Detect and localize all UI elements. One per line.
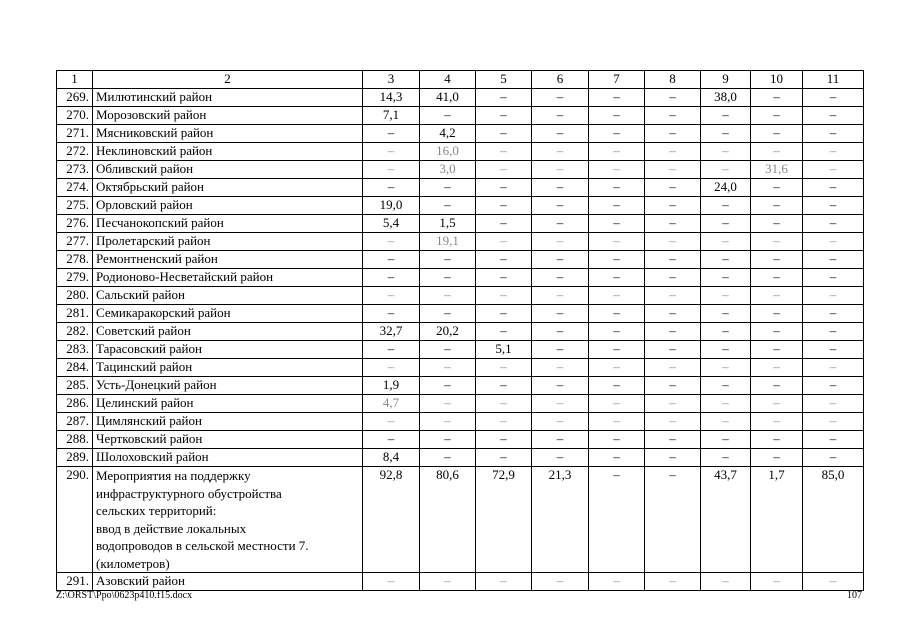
footer-file-path: Z:\ORST\Ppo\0623p410.f15.docx [56,590,193,601]
cell-value: – [476,161,532,179]
cell-value: – [589,161,645,179]
cell-value: – [589,449,645,467]
cell-value: – [803,251,864,269]
cell-value: 20,2 [420,323,476,341]
cell-value: 5,1 [476,341,532,359]
cell-value: – [363,269,420,287]
cell-value: – [363,431,420,449]
row-number: 270. [57,107,93,125]
cell-value: – [476,197,532,215]
cell-value: – [589,179,645,197]
cell-value: – [751,413,803,431]
table-row [57,395,864,413]
row-number: 276. [57,215,93,233]
cell-value: – [420,573,476,591]
cell-value: – [645,197,701,215]
cell-value: – [701,143,751,161]
column-header: 2 [93,71,363,89]
cell-value: – [803,573,864,591]
row-number: 271. [57,125,93,143]
cell-value: – [751,395,803,413]
table-row [57,89,864,107]
cell-value: – [532,413,589,431]
cell-value: – [645,107,701,125]
cell-value: – [751,431,803,449]
cell-value: 19,1 [420,233,476,251]
cell-value: – [645,143,701,161]
cell-value: – [803,179,864,197]
cell-value: – [803,107,864,125]
cell-value: – [803,395,864,413]
cell-value: – [363,413,420,431]
cell-value: – [589,377,645,395]
cell-value: – [476,287,532,305]
column-header: 4 [420,71,476,89]
cell-value: 43,7 [701,467,751,573]
cell-value: – [363,125,420,143]
cell-value: – [420,251,476,269]
cell-value: – [476,413,532,431]
cell-value: – [363,573,420,591]
row-number: 286. [57,395,93,413]
data-table [56,70,864,591]
table-row [57,413,864,431]
cell-value: – [532,89,589,107]
cell-value: – [420,377,476,395]
cell-value: – [589,305,645,323]
cell-value: 4,2 [420,125,476,143]
table-row [57,197,864,215]
cell-value: – [701,125,751,143]
cell-value: 8,4 [363,449,420,467]
row-number: 284. [57,359,93,377]
row-name: Мясниковский район [93,125,363,143]
row-number: 291. [57,573,93,591]
cell-value: – [645,413,701,431]
cell-value: – [701,161,751,179]
cell-value: – [532,233,589,251]
cell-value: – [363,251,420,269]
cell-value: – [532,197,589,215]
table-row [57,215,864,233]
cell-value: – [420,197,476,215]
cell-value: – [420,287,476,305]
cell-value: – [363,341,420,359]
cell-value: – [751,287,803,305]
cell-value: – [701,305,751,323]
cell-value: – [803,161,864,179]
row-name: Целинский район [93,395,363,413]
row-number: 287. [57,413,93,431]
cell-value: – [701,573,751,591]
cell-value: – [701,197,751,215]
row-name: Цимлянский район [93,413,363,431]
cell-value: – [589,323,645,341]
row-number: 277. [57,233,93,251]
cell-value: – [476,395,532,413]
cell-value: – [803,359,864,377]
cell-value: 19,0 [363,197,420,215]
cell-value: – [701,341,751,359]
cell-value: – [532,143,589,161]
cell-value: – [532,269,589,287]
cell-value: – [363,161,420,179]
cell-value: – [645,269,701,287]
cell-value: 3,0 [420,161,476,179]
cell-value: – [420,359,476,377]
cell-value: – [803,89,864,107]
table-row [57,251,864,269]
table-row [57,431,864,449]
column-header: 7 [589,71,645,89]
cell-value: – [645,233,701,251]
cell-value: – [589,143,645,161]
cell-value: – [645,377,701,395]
cell-value: – [363,359,420,377]
cell-value: – [476,449,532,467]
table-row [57,161,864,179]
cell-value: 32,7 [363,323,420,341]
cell-value: – [701,107,751,125]
row-number: 272. [57,143,93,161]
cell-value: – [363,179,420,197]
row-number: 273. [57,161,93,179]
row-number: 283. [57,341,93,359]
cell-value: – [645,395,701,413]
cell-value: – [476,125,532,143]
cell-value: – [751,377,803,395]
cell-value: – [701,251,751,269]
cell-value: – [751,125,803,143]
cell-value: – [701,395,751,413]
cell-value: – [751,305,803,323]
table-row [57,323,864,341]
cell-value: – [803,287,864,305]
cell-value: – [751,89,803,107]
cell-value: 38,0 [701,89,751,107]
row-name: Тарасовский район [93,341,363,359]
cell-value: – [420,341,476,359]
cell-value: – [751,269,803,287]
cell-value: – [803,233,864,251]
row-name: Семикаракорский район [93,305,363,323]
cell-value: – [645,251,701,269]
cell-value: – [420,305,476,323]
cell-value: – [751,197,803,215]
cell-value: 5,4 [363,215,420,233]
table-header-row [57,71,864,89]
row-name: Тацинский район [93,359,363,377]
cell-value: – [645,179,701,197]
table-row [57,269,864,287]
row-name: Родионово-Несветайский район [93,269,363,287]
row-name: Пролетарский район [93,233,363,251]
table-row [57,287,864,305]
cell-value: 21,3 [532,467,589,573]
cell-value: – [645,89,701,107]
cell-value: – [645,467,701,573]
row-number: 288. [57,431,93,449]
row-name: Орловский район [93,197,363,215]
cell-value: – [589,233,645,251]
cell-value: – [589,341,645,359]
cell-value: – [645,305,701,323]
cell-value: – [420,449,476,467]
table-row [57,377,864,395]
row-number: 279. [57,269,93,287]
cell-value: – [645,287,701,305]
cell-value: – [532,179,589,197]
cell-value: – [589,359,645,377]
cell-value: – [532,287,589,305]
cell-value: – [532,449,589,467]
column-header: 10 [751,71,803,89]
cell-value: – [476,143,532,161]
cell-value: – [751,215,803,233]
cell-value: 85,0 [803,467,864,573]
cell-value: – [589,197,645,215]
cell-value: – [476,107,532,125]
cell-value: – [476,251,532,269]
table-row [57,305,864,323]
cell-value: – [476,573,532,591]
cell-value: – [589,395,645,413]
row-name: Милютинский район [93,89,363,107]
cell-value: – [589,573,645,591]
row-number: 290. [57,467,93,573]
cell-value: – [532,305,589,323]
column-header: 9 [701,71,751,89]
cell-value: – [420,395,476,413]
column-header: 6 [532,71,589,89]
cell-value: – [363,233,420,251]
table-row [57,467,864,573]
cell-value: – [589,215,645,233]
cell-value: – [589,89,645,107]
cell-value: – [589,269,645,287]
cell-value: – [645,161,701,179]
row-number: 274. [57,179,93,197]
cell-value: – [476,89,532,107]
cell-value: 1,7 [751,467,803,573]
row-number: 280. [57,287,93,305]
table-row [57,233,864,251]
table-row [57,143,864,161]
cell-value: – [803,269,864,287]
cell-value: – [420,179,476,197]
cell-value: – [803,377,864,395]
cell-value: – [645,341,701,359]
row-name: Чертковский район [93,431,363,449]
column-header: 5 [476,71,532,89]
cell-value: – [701,287,751,305]
cell-value: – [532,107,589,125]
cell-value: – [532,125,589,143]
cell-value: – [589,467,645,573]
cell-value: 16,0 [420,143,476,161]
cell-value: – [751,107,803,125]
cell-value: – [532,377,589,395]
cell-value: 1,5 [420,215,476,233]
cell-value: 41,0 [420,89,476,107]
footer-page-number: 107 [847,590,862,601]
cell-value: – [803,431,864,449]
row-name: Октябрьский район [93,179,363,197]
cell-value: – [751,179,803,197]
row-number: 269. [57,89,93,107]
cell-value: – [803,197,864,215]
table-row [57,449,864,467]
row-number: 282. [57,323,93,341]
cell-value: – [751,341,803,359]
cell-value: – [751,359,803,377]
row-name: Песчанокопский район [93,215,363,233]
cell-value: – [476,359,532,377]
cell-value: – [645,215,701,233]
table-row [57,107,864,125]
cell-value: – [751,143,803,161]
cell-value: – [476,305,532,323]
cell-value: – [589,413,645,431]
cell-value: – [751,251,803,269]
cell-value: – [532,431,589,449]
row-name: Сальский район [93,287,363,305]
cell-value: 72,9 [476,467,532,573]
table-row [57,341,864,359]
cell-value: – [803,215,864,233]
row-name: Шолоховский район [93,449,363,467]
row-number: 275. [57,197,93,215]
cell-value: – [589,287,645,305]
cell-value: – [701,377,751,395]
cell-value: – [363,287,420,305]
row-number: 285. [57,377,93,395]
row-name: Обливский район [93,161,363,179]
cell-value: 80,6 [420,467,476,573]
table-row [57,125,864,143]
cell-value: – [532,359,589,377]
cell-value: – [532,251,589,269]
table-body [57,89,864,591]
row-name: Азовский район [93,573,363,591]
row-name: Неклиновский район [93,143,363,161]
table-row [57,179,864,197]
cell-value: – [476,431,532,449]
cell-value: – [532,215,589,233]
cell-value: – [701,449,751,467]
cell-value: – [476,377,532,395]
cell-value: – [701,413,751,431]
cell-value: 31,6 [751,161,803,179]
row-number: 289. [57,449,93,467]
cell-value: – [532,395,589,413]
cell-value: – [476,233,532,251]
cell-value: – [803,143,864,161]
cell-value: – [701,323,751,341]
cell-value: – [420,413,476,431]
cell-value: – [532,341,589,359]
cell-value: – [476,215,532,233]
cell-value: – [645,431,701,449]
cell-value: – [803,449,864,467]
cell-value: – [803,413,864,431]
cell-value: – [420,431,476,449]
cell-value: 14,3 [363,89,420,107]
cell-value: – [803,341,864,359]
cell-value: 4,7 [363,395,420,413]
cell-value: – [589,251,645,269]
cell-value: – [701,431,751,449]
cell-value: – [803,125,864,143]
cell-value: 24,0 [701,179,751,197]
cell-value: – [589,125,645,143]
cell-value: 7,1 [363,107,420,125]
cell-value: – [751,573,803,591]
cell-value: – [645,125,701,143]
cell-value: – [701,269,751,287]
table-row [57,359,864,377]
cell-value: – [420,107,476,125]
column-header: 1 [57,71,93,89]
column-header: 11 [803,71,864,89]
cell-value: – [363,143,420,161]
row-name: Ремонтненский район [93,251,363,269]
cell-value: – [645,449,701,467]
cell-value: – [363,305,420,323]
row-number: 278. [57,251,93,269]
cell-value: – [701,233,751,251]
cell-value: – [589,431,645,449]
cell-value: – [532,161,589,179]
cell-value: – [645,359,701,377]
cell-value: – [751,233,803,251]
row-name: Советский район [93,323,363,341]
cell-value: 1,9 [363,377,420,395]
cell-value: – [589,107,645,125]
cell-value: – [803,323,864,341]
cell-value: – [803,305,864,323]
column-header: 8 [645,71,701,89]
row-name: Мероприятия на поддержку инфраструктурного обустройства сельских территорий: ввод в действие локальных водопроводов в сельской местности 7. (километров) [93,467,363,573]
table-row [57,573,864,591]
cell-value: – [751,449,803,467]
column-header: 3 [363,71,420,89]
row-name: Морозовский район [93,107,363,125]
cell-value: – [751,323,803,341]
cell-value: – [532,573,589,591]
cell-value: – [645,573,701,591]
cell-value: – [701,359,751,377]
row-name: Усть-Донецкий район [93,377,363,395]
cell-value: 92,8 [363,467,420,573]
cell-value: – [701,215,751,233]
cell-value: – [476,179,532,197]
cell-value: – [645,323,701,341]
cell-value: – [476,269,532,287]
row-number: 281. [57,305,93,323]
cell-value: – [476,323,532,341]
cell-value: – [420,269,476,287]
cell-value: – [532,323,589,341]
